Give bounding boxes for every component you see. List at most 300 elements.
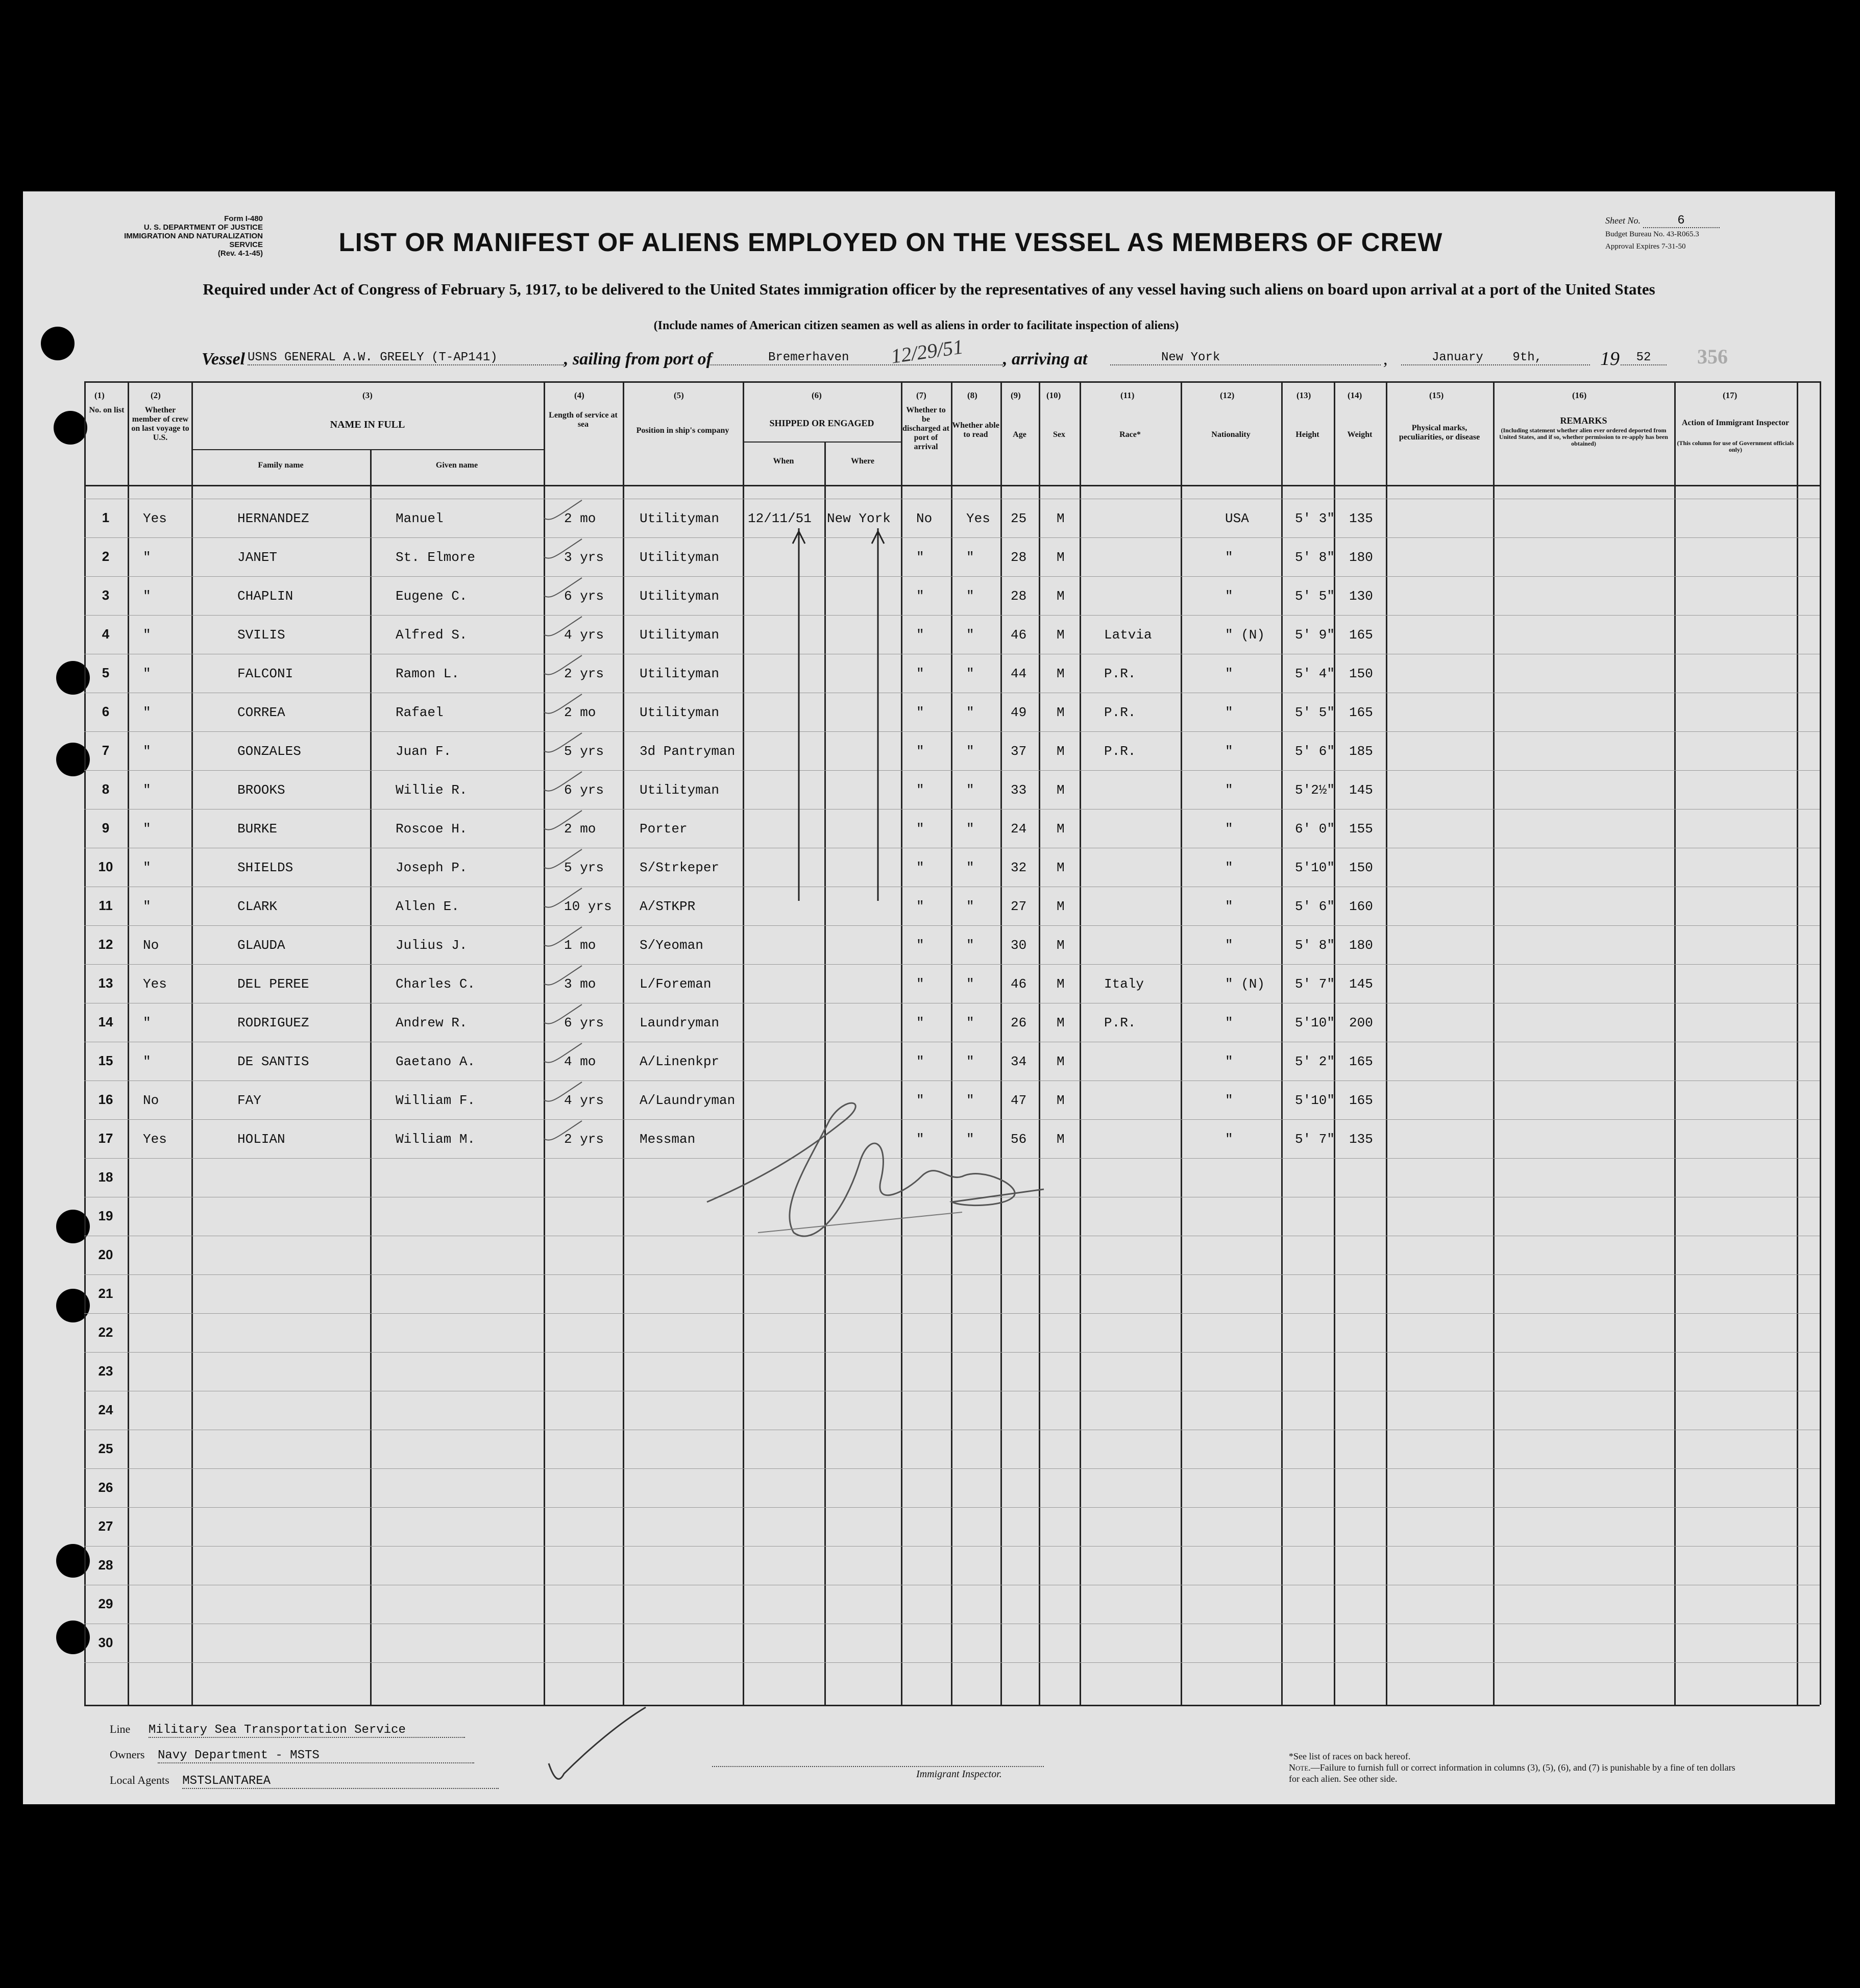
row-number: 28 — [98, 1557, 113, 1573]
nationality-cell: USA — [1225, 511, 1249, 526]
sex-cell: M — [1057, 976, 1065, 992]
page-title: LIST OR MANIFEST OF ALIENS EMPLOYED ON THE VESSEL AS MEMBERS OF CREW — [338, 228, 1443, 257]
sheet-info — [1605, 214, 1809, 253]
read-cell: " — [966, 860, 974, 875]
family-name-cell: JANET — [237, 550, 278, 565]
col-8-number: (8) — [967, 390, 977, 400]
approval-expires: Approval Expires 7-31-50 — [1605, 242, 1686, 251]
row-number: 15 — [98, 1053, 113, 1068]
weight-cell: 150 — [1349, 860, 1373, 875]
service-cell: 10 yrs — [564, 899, 612, 914]
race-cell: P.R. — [1104, 666, 1136, 681]
read-cell: " — [966, 588, 974, 604]
check-tick — [541, 1002, 587, 1027]
check-mark — [533, 1702, 666, 1789]
height-cell: 5' 9" — [1295, 627, 1335, 643]
nationality-cell: " — [1225, 705, 1233, 720]
read-cell: " — [966, 1093, 974, 1108]
subtitle: Required under Act of Congress of February 5, 1917, to be delivered to the United States immigration officer by the representatives of any vessel having such aliens on board upon arrival at a port of the United States — [203, 280, 1655, 298]
check-tick — [541, 498, 587, 523]
position-cell: 3d Pantryman — [640, 744, 736, 759]
vessel-name: USNS GENERAL A.W. GREELY (T-AP141) — [248, 351, 564, 365]
sailing-label: , sailing from port of — [564, 350, 712, 369]
age-cell: 46 — [1011, 627, 1027, 643]
weight-cell: 150 — [1349, 666, 1373, 681]
check-tick — [541, 1079, 587, 1105]
col-16-number: (16) — [1572, 390, 1587, 400]
row-number: 8 — [102, 781, 110, 797]
read-cell: " — [966, 744, 974, 759]
position-cell: Utilityman — [640, 666, 720, 681]
row-number: 20 — [98, 1247, 113, 1262]
family-name-cell: SHIELDS — [237, 860, 293, 875]
family-name-cell: SVILIS — [237, 627, 285, 643]
prev-cell: " — [143, 666, 151, 681]
service-cell: 5 yrs — [564, 860, 604, 875]
height-cell: 5' 8" — [1295, 938, 1335, 953]
discharge-cell: " — [916, 705, 924, 720]
footer-notes — [1289, 1751, 1748, 1784]
row-number: 27 — [98, 1518, 113, 1534]
age-cell: 37 — [1011, 744, 1027, 759]
position-cell: Utilityman — [640, 550, 720, 565]
row-number: 16 — [98, 1092, 113, 1107]
manifest-sheet: Form I-480 U. S. DEPARTMENT OF JUSTICE IMMIGRATION AND NATURALIZATION SERVICE (Rev. 4-1-45) Sheet No. 6 Budget Bureau No. 43-R065.3 Approval Expires 7-31-50 LIST OR MANIFEST OF ALIENS EMPLOYED ON THE VESSEL AS MEMBERS OF CREW Required under Act of Congress of February 5, 1917, to be delivered to the United States immigration officer by the representatives of any vessel having such aliens on board upon arrival at a port of the United States (Include names of American citizen seamen as well as aliens in order to facilitate inspection of aliens) Vessel USNS GENERAL A.W. GREELY (T-AP141) , sailing from port of Bremerhaven 12/29/51 , arriving at New York , January 9th, 19 52 356 (1) No. on list (2) Whether member of crew on last voyage to U.S. (3) NAME IN FULL Family name Given name (4) Length of service at sea (5) Position in ship's company (6) SHIPPED OR ENGAGED When Where (7) Whether to be discharged at port of arrival (8) Whether able to read (9) Age (10) Sex (11) Race* (12) Nationality (13) Height (14) Weight (15) Physical marks, peculiarities, or disease (16) REMARKS (Including statement whether alien ever ordered deported from United States, and if so, whether permission to re-apply has been obtained) (17) Action of Immigrant Inspector (This column for use of Government officials only) 1 Yes HERNANDEZ Manuel 2 mo Utilityman 12/11/51 New York No Yes 25 M USA 5' 3" 135 2 " JANET St. Elmore 3 yrs Utilityman " " 28 M " 5' 8" 180 3 " CHAPLIN Eugene C. 6 yrs Utilityman " " 28 M " 5' 5" 130 4 " SVILIS Alfred S. 4 yrs Utilityman " " 46 M Latvia " (N) 5' 9" 165 5 " FALCONI Ramon L. 2 yrs Utilityman " " 44 M P.R. " 5' 4" 150 6 " CORREA Rafael 2 mo Utilityman " " 49 M P.R. " 5' 5" 165 7 " GONZALES Juan F. 5 yrs 3d Pantryman " " 37 M P.R. " 5' 6" 185 8 " BROOKS Willie R. 6 yrs Utilityman " " 33 M " 5'2½" 145 9 " BURKE Roscoe H. 2 mo Porter " " 24 M " 6' 0" 155 10 " SHIELDS Joseph P. 5 yrs S/Strkeper " " 32 M " 5'10" 150 11 " CLARK Allen E. 10 yrs A/STKPR " " 27 M " 5' 6" 160 12 No GLAUDA Julius J. 1 mo S/Yeoman " " 30 M " 5' 8" 180 13 Yes DEL PEREE Charles C. 3 mo L/Foreman " " 46 M Italy " (N) 5' 7" 145 14 " RODRIGUEZ Andrew R. 6 yrs Laundryman " " 26 M P.R. " 5'10" 200 15 " DE SANTIS Gaetano A. 4 mo A/Linenkpr " " 34 M " 5' 2" 165 16 No FAY William F. 4 yrs A/Laundryman " " 47 M " 5'10" 165 17 Yes HOLIAN William M. 2 yrs Messman " " 56 M " 5' 7" 135 18 19 20 21 22 23 24 25 26 27 28 29 30 Line Military Sea Transportation Service Owners Navy Department - MSTS Local Agents MSTSLANTAREA Immigrant Inspector. *See list of races on back hereof. Note.—Failure to furnish full or correct information in columns (3), (5), (6), and (7) is punishable by a fine of ten dollars for each alien. See other side. — [23, 191, 1835, 1804]
prev-cell: " — [143, 860, 151, 875]
form-number: Form I-480 — [224, 214, 263, 223]
height-cell: 5' 5" — [1295, 588, 1335, 604]
budget-bureau: Budget Bureau No. 43-R065.3 — [1605, 230, 1699, 238]
crew-note: (Include names of American citizen seamen as well as aliens in order to facilitate inspection of aliens) — [653, 319, 1179, 332]
discharge-cell: " — [916, 744, 924, 759]
nationality-cell: " — [1225, 744, 1233, 759]
service-cell: 6 yrs — [564, 782, 604, 798]
family-name-header: Family name — [258, 461, 304, 470]
family-name-cell: CLARK — [237, 899, 278, 914]
read-cell: " — [966, 782, 974, 798]
given-name-cell: Juan F. — [396, 744, 452, 759]
service-cell: 4 yrs — [564, 1093, 604, 1108]
row-number: 25 — [98, 1441, 113, 1456]
nationality-cell: " — [1225, 1054, 1233, 1069]
sex-cell: M — [1057, 511, 1065, 526]
row-number: 12 — [98, 937, 113, 952]
col-8-header: Whether able to read — [952, 421, 999, 439]
discharge-cell: No — [916, 511, 933, 526]
age-cell: 44 — [1011, 666, 1027, 681]
height-cell: 5'10" — [1295, 860, 1335, 875]
service-cell: 2 mo — [564, 511, 596, 526]
family-name-cell: CORREA — [237, 705, 285, 720]
position-cell: S/Strkeper — [640, 860, 720, 875]
col-12-header: Nationality — [1211, 430, 1251, 439]
given-name-cell: Manuel — [396, 511, 444, 526]
family-name-cell: BURKE — [237, 821, 278, 837]
age-cell: 28 — [1011, 550, 1027, 565]
given-name-cell: Ramon L. — [396, 666, 459, 681]
note-text: —Failure to furnish full or correct information in columns (3), (5), (6), and (7) is punishable by a fine of ten dollars for each alien. See other side. — [1289, 1762, 1735, 1784]
weight-cell: 180 — [1349, 550, 1373, 565]
row-number: 26 — [98, 1480, 113, 1495]
row-number: 2 — [102, 549, 110, 564]
family-name-cell: HOLIAN — [237, 1132, 285, 1147]
prev-cell: " — [143, 899, 151, 914]
given-name-cell: Allen E. — [396, 899, 459, 914]
position-cell: S/Yeoman — [640, 938, 703, 953]
port-to: New York — [1110, 351, 1381, 365]
height-cell: 5'10" — [1295, 1015, 1335, 1030]
check-tick — [541, 769, 587, 795]
read-cell: " — [966, 821, 974, 837]
handwritten-date: 12/29/51 — [889, 335, 965, 368]
row-number: 17 — [98, 1131, 113, 1146]
ditto-arrows — [738, 528, 967, 1090]
year-prefix: 19 — [1600, 348, 1620, 370]
discharge-cell: " — [916, 666, 924, 681]
col-15-number: (15) — [1429, 390, 1444, 400]
discharge-cell: " — [916, 550, 924, 565]
col-6-number: (6) — [812, 390, 822, 400]
col-3-header: NAME IN FULL — [330, 419, 405, 430]
family-name-cell: CHAPLIN — [237, 588, 293, 604]
col-11-header: Race* — [1119, 430, 1141, 439]
given-name-cell: St. Elmore — [396, 550, 476, 565]
sex-cell: M — [1057, 705, 1065, 720]
row-number: 18 — [98, 1169, 113, 1185]
weight-cell: 135 — [1349, 1132, 1373, 1147]
immigrant-inspector-label: Immigrant Inspector. — [916, 1769, 1002, 1780]
when-cell: 12/11/51 — [748, 511, 812, 526]
revision: (Rev. 4-1-45) — [217, 249, 263, 258]
nationality-cell: " — [1225, 938, 1233, 953]
arrival-date: January 9th, — [1401, 351, 1590, 365]
read-cell: " — [966, 976, 974, 992]
year: 52 — [1621, 351, 1667, 365]
row-number: 7 — [102, 743, 110, 758]
read-cell: " — [966, 666, 974, 681]
race-cell: P.R. — [1104, 705, 1136, 720]
check-tick — [541, 575, 587, 601]
where-header: Where — [851, 457, 874, 465]
check-tick — [541, 614, 587, 640]
check-tick — [541, 808, 587, 833]
col-17-subheader: (This column for use of Government officials only) — [1677, 439, 1794, 453]
when-header: When — [773, 457, 794, 465]
discharge-cell: " — [916, 938, 924, 953]
arriving-label: , arriving at — [1003, 350, 1088, 369]
prev-cell: " — [143, 550, 151, 565]
owners-value: Navy Department - MSTS — [158, 1749, 474, 1763]
height-cell: 5' 5" — [1295, 705, 1335, 720]
prev-cell: " — [143, 821, 151, 837]
age-cell: 28 — [1011, 588, 1027, 604]
height-cell: 5' 4" — [1295, 666, 1335, 681]
read-cell: " — [966, 550, 974, 565]
prev-cell: " — [143, 1015, 151, 1030]
check-tick — [541, 963, 587, 989]
nationality-cell: " (N) — [1225, 627, 1265, 643]
weight-cell: 185 — [1349, 744, 1373, 759]
col-1-number: (1) — [94, 390, 105, 400]
row-number: 23 — [98, 1363, 113, 1379]
age-cell: 30 — [1011, 938, 1027, 953]
prev-cell: " — [143, 588, 151, 604]
family-name-cell: RODRIGUEZ — [237, 1015, 309, 1030]
given-name-cell: William F. — [396, 1093, 476, 1108]
owners-label: Owners — [110, 1748, 145, 1761]
discharge-cell: " — [916, 627, 924, 643]
position-cell: Utilityman — [640, 705, 720, 720]
height-cell: 5'2½" — [1295, 782, 1335, 798]
weight-cell: 165 — [1349, 705, 1373, 720]
height-cell: 5' 7" — [1295, 976, 1335, 992]
family-name-cell: GLAUDA — [237, 938, 285, 953]
service-cell: 2 mo — [564, 705, 596, 720]
height-cell: 5' 6" — [1295, 744, 1335, 759]
age-cell: 32 — [1011, 860, 1027, 875]
given-name-cell: Andrew R. — [396, 1015, 468, 1030]
height-cell: 5' 8" — [1295, 550, 1335, 565]
position-cell: A/Linenkpr — [640, 1054, 720, 1069]
row-number: 5 — [102, 665, 110, 680]
nationality-cell: " — [1225, 666, 1233, 681]
col-9-number: (9) — [1011, 390, 1021, 400]
port-from: Bremerhaven — [707, 351, 1003, 365]
race-cell: Italy — [1104, 976, 1144, 992]
sex-cell: M — [1057, 1132, 1065, 1147]
age-cell: 46 — [1011, 976, 1027, 992]
prev-cell: Yes — [143, 976, 167, 992]
weight-cell: 165 — [1349, 1093, 1373, 1108]
agents-label: Local Agents — [110, 1774, 169, 1786]
check-tick — [541, 653, 587, 678]
page-stamp: 356 — [1697, 345, 1728, 368]
sex-cell: M — [1057, 1015, 1065, 1030]
discharge-cell: " — [916, 860, 924, 875]
discharge-cell: " — [916, 1054, 924, 1069]
col-9-header: Age — [1013, 430, 1026, 439]
family-name-cell: FAY — [237, 1093, 261, 1108]
col-14-header: Weight — [1347, 430, 1373, 439]
race-cell: P.R. — [1104, 744, 1136, 759]
discharge-cell: " — [916, 821, 924, 837]
weight-cell: 145 — [1349, 976, 1373, 992]
col-5-header: Position in ship's company — [636, 426, 729, 435]
position-cell: Utilityman — [640, 511, 720, 526]
given-name-header: Given name — [435, 461, 478, 470]
given-name-cell: Joseph P. — [396, 860, 468, 875]
sex-cell: M — [1057, 666, 1065, 681]
col-14-number: (14) — [1348, 390, 1362, 400]
weight-cell: 165 — [1349, 627, 1373, 643]
discharge-cell: " — [916, 1132, 924, 1147]
position-cell: A/Laundryman — [640, 1093, 736, 1108]
height-cell: 6' 0" — [1295, 821, 1335, 837]
sex-cell: M — [1057, 860, 1065, 875]
col-16-header: REMARKS — [1560, 415, 1607, 426]
given-name-cell: Alfred S. — [396, 627, 468, 643]
col-1-header: No. on list — [89, 406, 125, 414]
prev-cell: " — [143, 782, 151, 798]
col-4-header: Length of service at sea — [549, 411, 618, 429]
weight-cell: 145 — [1349, 782, 1373, 798]
position-cell: Laundryman — [640, 1015, 720, 1030]
service-cell: 6 yrs — [564, 1015, 604, 1030]
col-13-header: Height — [1295, 430, 1319, 439]
position-cell: L/Foreman — [640, 976, 712, 992]
note-label: Note. — [1289, 1762, 1311, 1773]
inspector-signature — [676, 1079, 1085, 1243]
nationality-cell: " — [1225, 899, 1233, 914]
row-number: 10 — [98, 859, 113, 874]
row-number: 9 — [102, 820, 110, 836]
col-10-header: Sex — [1053, 430, 1065, 439]
prev-cell: No — [143, 938, 159, 953]
service: IMMIGRATION AND NATURALIZATION SERVICE — [124, 232, 263, 249]
position-cell: Utilityman — [640, 627, 720, 643]
col-12-number: (12) — [1220, 390, 1235, 400]
nationality-cell: " — [1225, 1015, 1233, 1030]
discharge-cell: " — [916, 588, 924, 604]
age-cell: 26 — [1011, 1015, 1027, 1030]
weight-cell: 200 — [1349, 1015, 1373, 1030]
age-cell: 34 — [1011, 1054, 1027, 1069]
check-tick — [541, 692, 587, 717]
read-cell: " — [966, 1054, 974, 1069]
col-13-number: (13) — [1296, 390, 1311, 400]
race-cell: P.R. — [1104, 1015, 1136, 1030]
row-number: 6 — [102, 704, 110, 719]
height-cell: 5' 3" — [1295, 511, 1335, 526]
row-number: 14 — [98, 1014, 113, 1029]
races-note: *See list of races on back hereof. — [1289, 1751, 1411, 1761]
sex-cell: M — [1057, 938, 1065, 953]
age-cell: 47 — [1011, 1093, 1027, 1108]
position-cell: Messman — [640, 1132, 696, 1147]
height-cell: 5' 2" — [1295, 1054, 1335, 1069]
family-name-cell: DEL PEREE — [237, 976, 309, 992]
service-cell: 4 mo — [564, 1054, 596, 1069]
col-7-number: (7) — [916, 390, 926, 400]
service-cell: 2 mo — [564, 821, 596, 837]
service-cell: 6 yrs — [564, 588, 604, 604]
department: U. S. DEPARTMENT OF JUSTICE — [143, 223, 263, 232]
prev-cell: " — [143, 627, 151, 643]
sex-cell: M — [1057, 1054, 1065, 1069]
read-cell: " — [966, 1132, 974, 1147]
read-cell: Yes — [966, 511, 990, 526]
family-name-cell: BROOKS — [237, 782, 285, 798]
discharge-cell: " — [916, 782, 924, 798]
check-tick — [541, 1041, 587, 1066]
prev-cell: " — [143, 744, 151, 759]
row-number: 3 — [102, 587, 110, 603]
sex-cell: M — [1057, 782, 1065, 798]
height-cell: 5' 6" — [1295, 899, 1335, 914]
where-cell: New York — [827, 511, 891, 526]
given-name-cell: Eugene C. — [396, 588, 468, 604]
row-number: 29 — [98, 1596, 113, 1611]
given-name-cell: Roscoe H. — [396, 821, 468, 837]
row-number: 13 — [98, 975, 113, 991]
service-cell: 1 mo — [564, 938, 596, 953]
age-cell: 33 — [1011, 782, 1027, 798]
prev-cell: " — [143, 1054, 151, 1069]
check-tick — [541, 536, 587, 562]
col-5-number: (5) — [674, 390, 684, 400]
punch-hole — [54, 411, 87, 445]
col-4-number: (4) — [574, 390, 584, 400]
read-cell: " — [966, 938, 974, 953]
service-cell: 2 yrs — [564, 666, 604, 681]
row-number: 4 — [102, 626, 110, 642]
row-number: 19 — [98, 1208, 113, 1223]
service-cell: 3 mo — [564, 976, 596, 992]
family-name-cell: FALCONI — [237, 666, 293, 681]
col-17-number: (17) — [1723, 390, 1737, 400]
row-number: 1 — [102, 510, 110, 525]
prev-cell: Yes — [143, 511, 167, 526]
sex-cell: M — [1057, 1093, 1065, 1108]
col-2-header: Whether member of crew on last voyage to U.S. — [131, 406, 189, 442]
line-value: Military Sea Transportation Service — [149, 1723, 465, 1738]
sex-cell: M — [1057, 899, 1065, 914]
check-tick — [541, 886, 587, 911]
sheet-number: 6 — [1643, 215, 1720, 228]
weight-cell: 160 — [1349, 899, 1373, 914]
age-cell: 25 — [1011, 511, 1027, 526]
sheet-label: Sheet No. — [1605, 215, 1641, 226]
weight-cell: 130 — [1349, 588, 1373, 604]
nationality-cell: " — [1225, 1132, 1233, 1147]
col-3-number: (3) — [362, 390, 373, 400]
weight-cell: 180 — [1349, 938, 1373, 953]
col-16-subheader: (Including statement whether alien ever ordered deported from United States, and if so, whether permission to re-apply has been obtained) — [1499, 427, 1668, 447]
family-name-cell: GONZALES — [237, 744, 301, 759]
row-number: 22 — [98, 1324, 113, 1340]
check-tick — [541, 847, 587, 872]
given-name-cell: Gaetano A. — [396, 1054, 476, 1069]
given-name-cell: Julius J. — [396, 938, 468, 953]
given-name-cell: Charles C. — [396, 976, 476, 992]
discharge-cell: " — [916, 1015, 924, 1030]
row-number: 11 — [99, 898, 113, 913]
sex-cell: M — [1057, 550, 1065, 565]
col-7-header: Whether to be discharged at port of arrival — [902, 406, 949, 451]
col-10-number: (10) — [1046, 390, 1061, 400]
prev-cell: No — [143, 1093, 159, 1108]
nationality-cell: " — [1225, 860, 1233, 875]
height-cell: 5' 7" — [1295, 1132, 1335, 1147]
col-11-number: (11) — [1120, 390, 1135, 400]
nationality-cell: " — [1225, 821, 1233, 837]
col-17-header: Action of Immigrant Inspector — [1681, 419, 1790, 427]
sex-cell: M — [1057, 744, 1065, 759]
height-cell: 5'10" — [1295, 1093, 1335, 1108]
sex-cell: M — [1057, 627, 1065, 643]
given-name-cell: William M. — [396, 1132, 476, 1147]
given-name-cell: Rafael — [396, 705, 444, 720]
read-cell: " — [966, 627, 974, 643]
check-tick — [541, 1118, 587, 1144]
check-tick — [541, 730, 587, 756]
row-number: 30 — [98, 1635, 113, 1650]
prev-cell: Yes — [143, 1132, 167, 1147]
read-cell: " — [966, 1015, 974, 1030]
position-cell: Utilityman — [640, 782, 720, 798]
age-cell: 27 — [1011, 899, 1027, 914]
col-2-number: (2) — [151, 390, 161, 400]
